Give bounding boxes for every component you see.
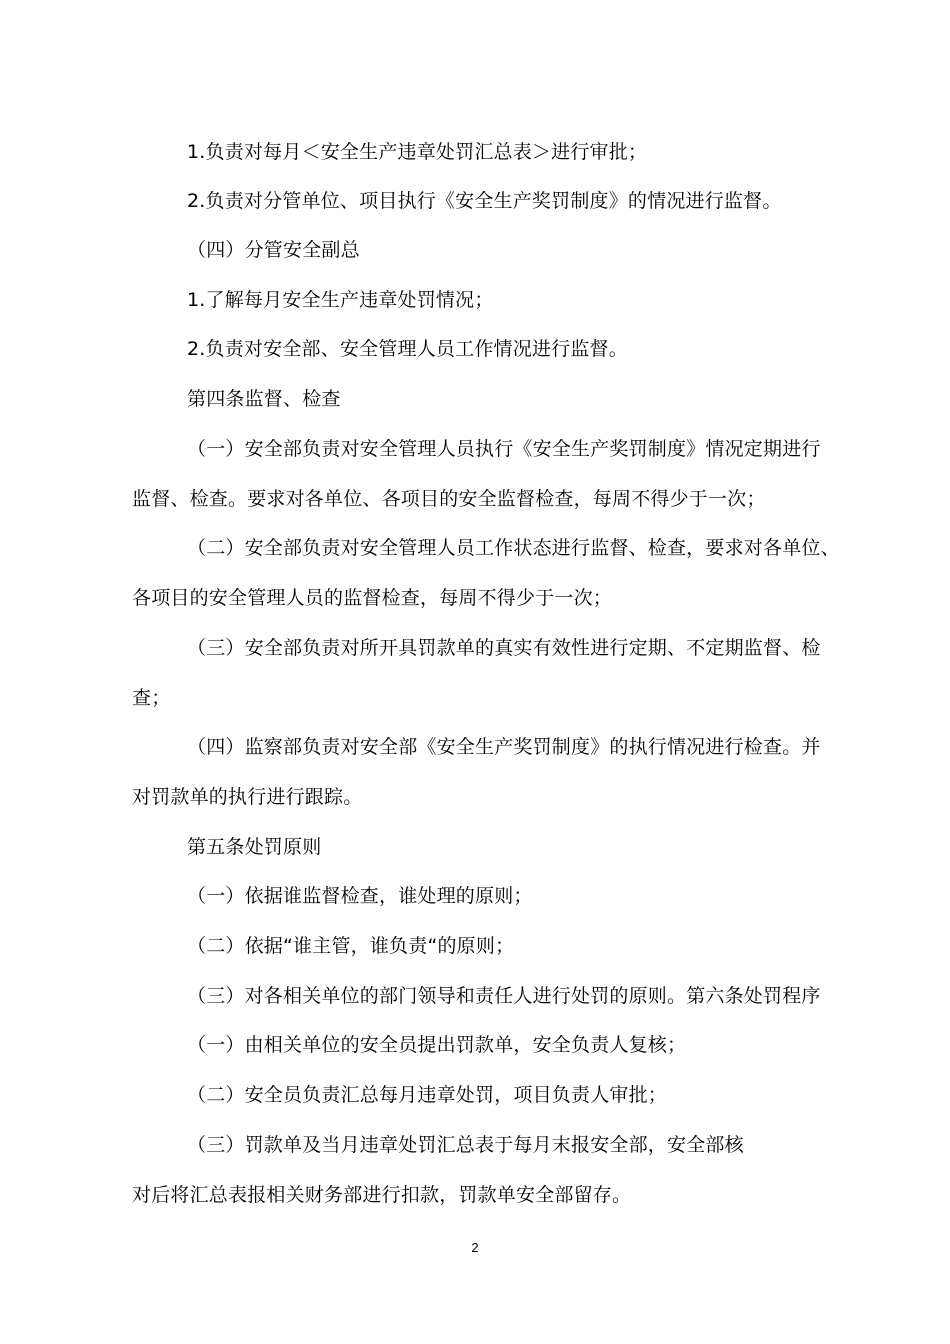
paragraph-line: （二）依据“谁主管，谁负责“的原则； bbox=[187, 935, 515, 957]
paragraph-line: （四）监察部负责对安全部《安全生产奖罚制度》的执行情况进行检查。并 bbox=[187, 736, 821, 758]
paragraph-line: （三）安全部负责对所开具罚款单的真实有效性进行定期、不定期监督、检 bbox=[187, 637, 821, 659]
paragraph-line: （一）由相关单位的安全员提出罚款单，安全负责人复核； bbox=[187, 1034, 687, 1056]
paragraph-line: 2.负责对安全部、安全管理人员工作情况进行监督。 bbox=[187, 338, 628, 360]
section-heading: （四）分管安全副总 bbox=[187, 239, 360, 261]
paragraph-line: 各项目的安全管理人员的监督检查，每周不得少于一次； bbox=[132, 587, 613, 609]
paragraph-line: （二）安全部负责对安全管理人员工作状态进行监督、检查，要求对各单位、 bbox=[187, 537, 840, 559]
paragraph-line: 监督、检查。要求对各单位、各项目的安全监督检查，每周不得少于一次； bbox=[132, 488, 766, 510]
article-heading: 第五条处罚原则 bbox=[187, 836, 322, 858]
paragraph-line: （三）对各相关单位的部门领导和责任人进行处罚的原则。第六条处罚程序 bbox=[187, 985, 821, 1007]
paragraph-line: （三）罚款单及当月违章处罚汇总表于每月末报安全部，安全部核 bbox=[187, 1134, 744, 1156]
page-number: 2 bbox=[471, 1240, 479, 1255]
article-heading: 第四条监督、检查 bbox=[187, 388, 341, 410]
paragraph-line: 1.了解每月安全生产违章处罚情况； bbox=[187, 289, 494, 311]
paragraph-line: 1.负责对每月＜安全生产违章处罚汇总表＞进行审批； bbox=[187, 141, 648, 163]
paragraph-line: （一）依据谁监督检查，谁处理的原则； bbox=[187, 885, 533, 907]
paragraph-line: 对后将汇总表报相关财务部进行扣款，罚款单安全部留存。 bbox=[132, 1184, 632, 1206]
paragraph-line: （二）安全员负责汇总每月违章处罚，项目负责人审批； bbox=[187, 1084, 668, 1106]
paragraph-line: 对罚款单的执行进行跟踪。 bbox=[132, 786, 363, 808]
paragraph-line: 查； bbox=[132, 687, 171, 709]
paragraph-line: 2.负责对分管单位、项目执行《安全生产奖罚制度》的情况进行监督。 bbox=[187, 190, 782, 212]
paragraph-line: （一）安全部负责对安全管理人员执行《安全生产奖罚制度》情况定期进行 bbox=[187, 438, 821, 460]
